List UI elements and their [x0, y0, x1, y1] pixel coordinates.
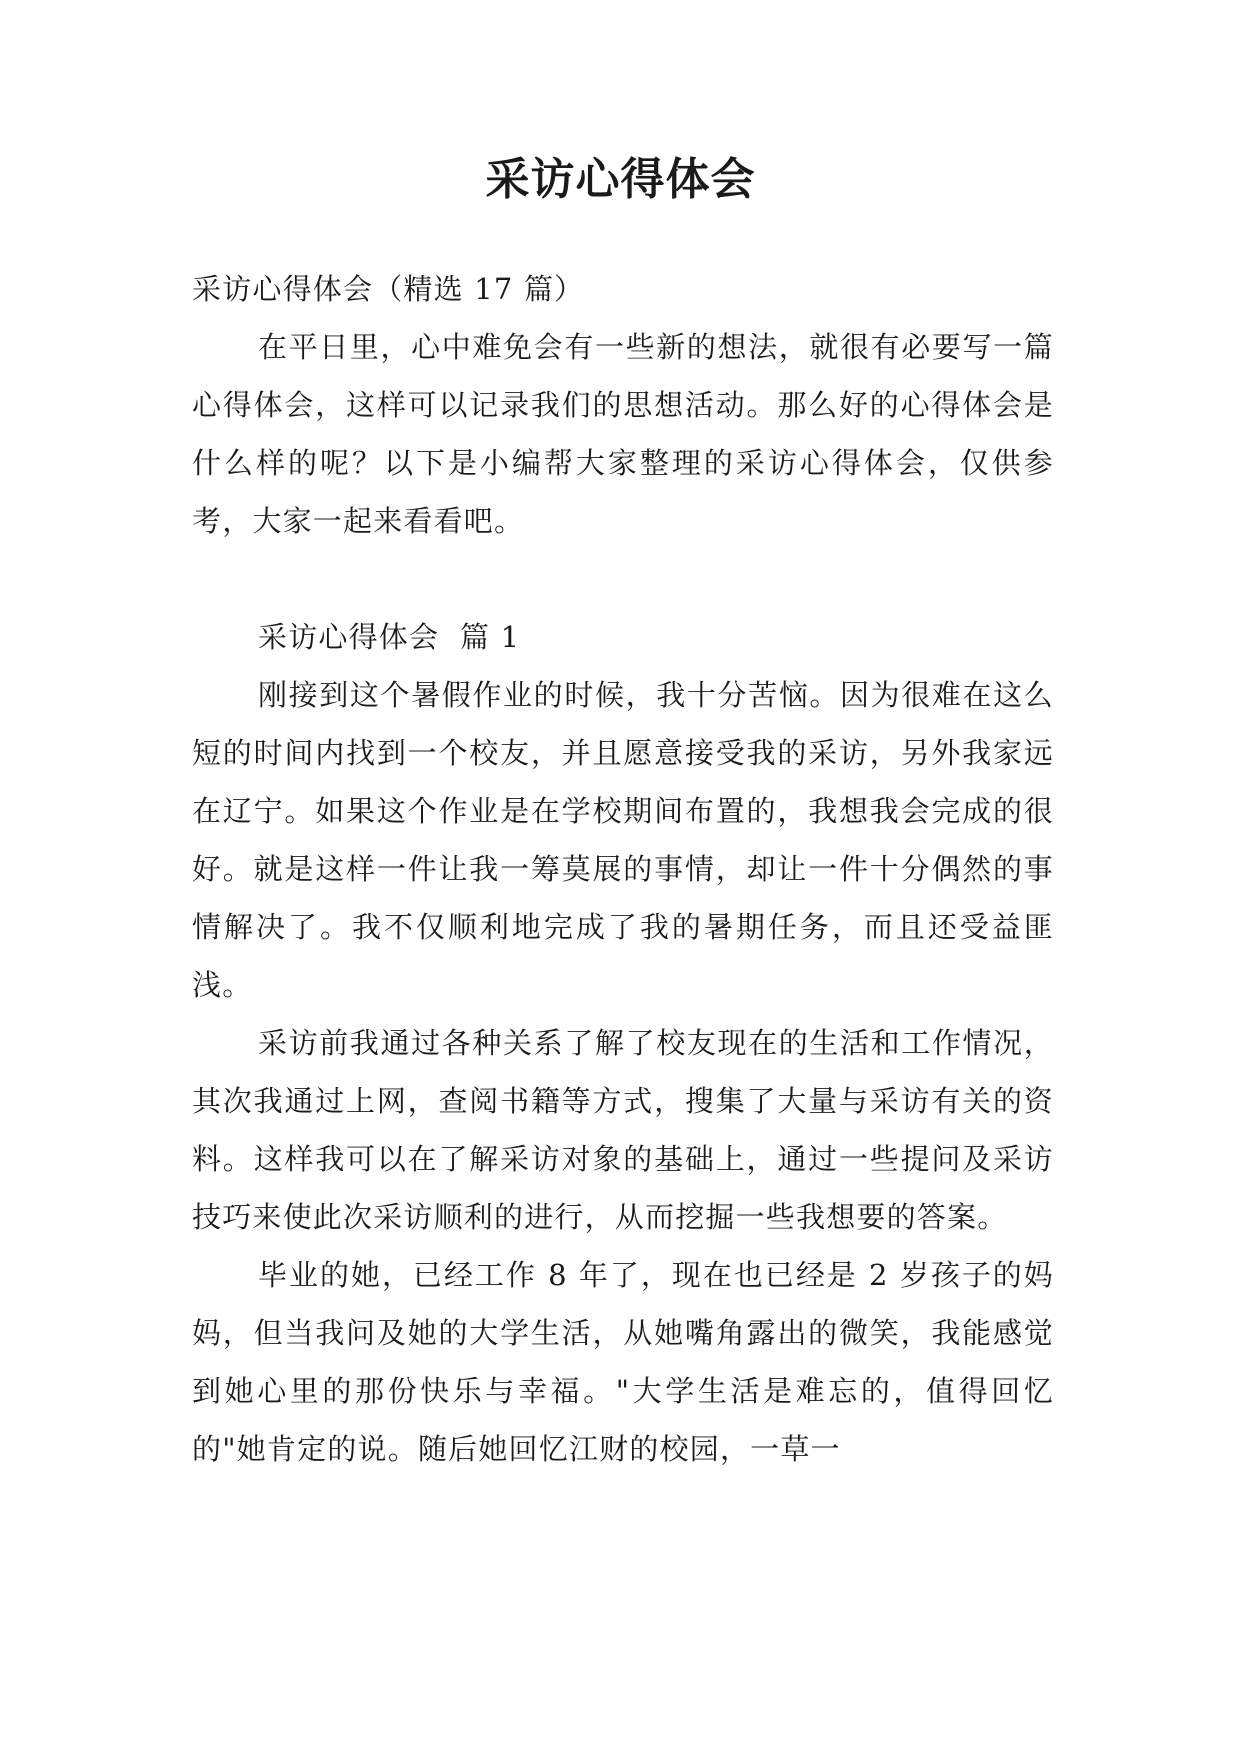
body-paragraph-3: 毕业的她，已经工作 8 年了，现在也已经是 2 岁孩子的妈妈，但当我问及她的大学生活，从她嘴角露出的微笑，我能感觉到她心里的那份快乐与幸福。"大学生活是难忘的，值得回忆的"她肯定的说。随后她回忆江财的校园，一草一	[192, 1258, 1054, 1466]
document-title: 采访心得体会	[485, 154, 756, 205]
document-body	[192, 260, 1054, 1478]
document-subtitle: 采访心得体会（精选 17 篇）	[192, 272, 585, 306]
section-heading: 采访心得体会 篇 1	[258, 620, 521, 654]
body-paragraph-1: 刚接到这个暑假作业的时候，我十分苦恼。因为很难在这么短的时间内找到一个校友，并且愿意接受我的采访，另外我家远在辽宁。如果这个作业是在学校期间布置的，我想我会完成的很好。就是这样一件让我一筹莫展的事情，却让一件十分偶然的事情解决了。我不仅顺利地完成了我的暑期任务，而且还受益匪浅。	[192, 678, 1054, 1002]
intro-paragraph: 在平日里，心中难免会有一些新的想法，就很有必要写一篇心得体会，这样可以记录我们的思想活动。那么好的心得体会是什么样的呢？以下是小编帮大家整理的采访心得体会，仅供参考，大家一起来看看吧。	[192, 330, 1054, 538]
body-paragraph-2: 采访前我通过各种关系了解了校友现在的生活和工作情况，其次我通过上网，查阅书籍等方式，搜集了大量与采访有关的资料。这样我可以在了解采访对象的基础上，通过一些提问及采访技巧来使此次采访顺利的进行，从而挖掘一些我想要的答案。	[192, 1026, 1054, 1234]
section-spacer	[192, 550, 1054, 608]
